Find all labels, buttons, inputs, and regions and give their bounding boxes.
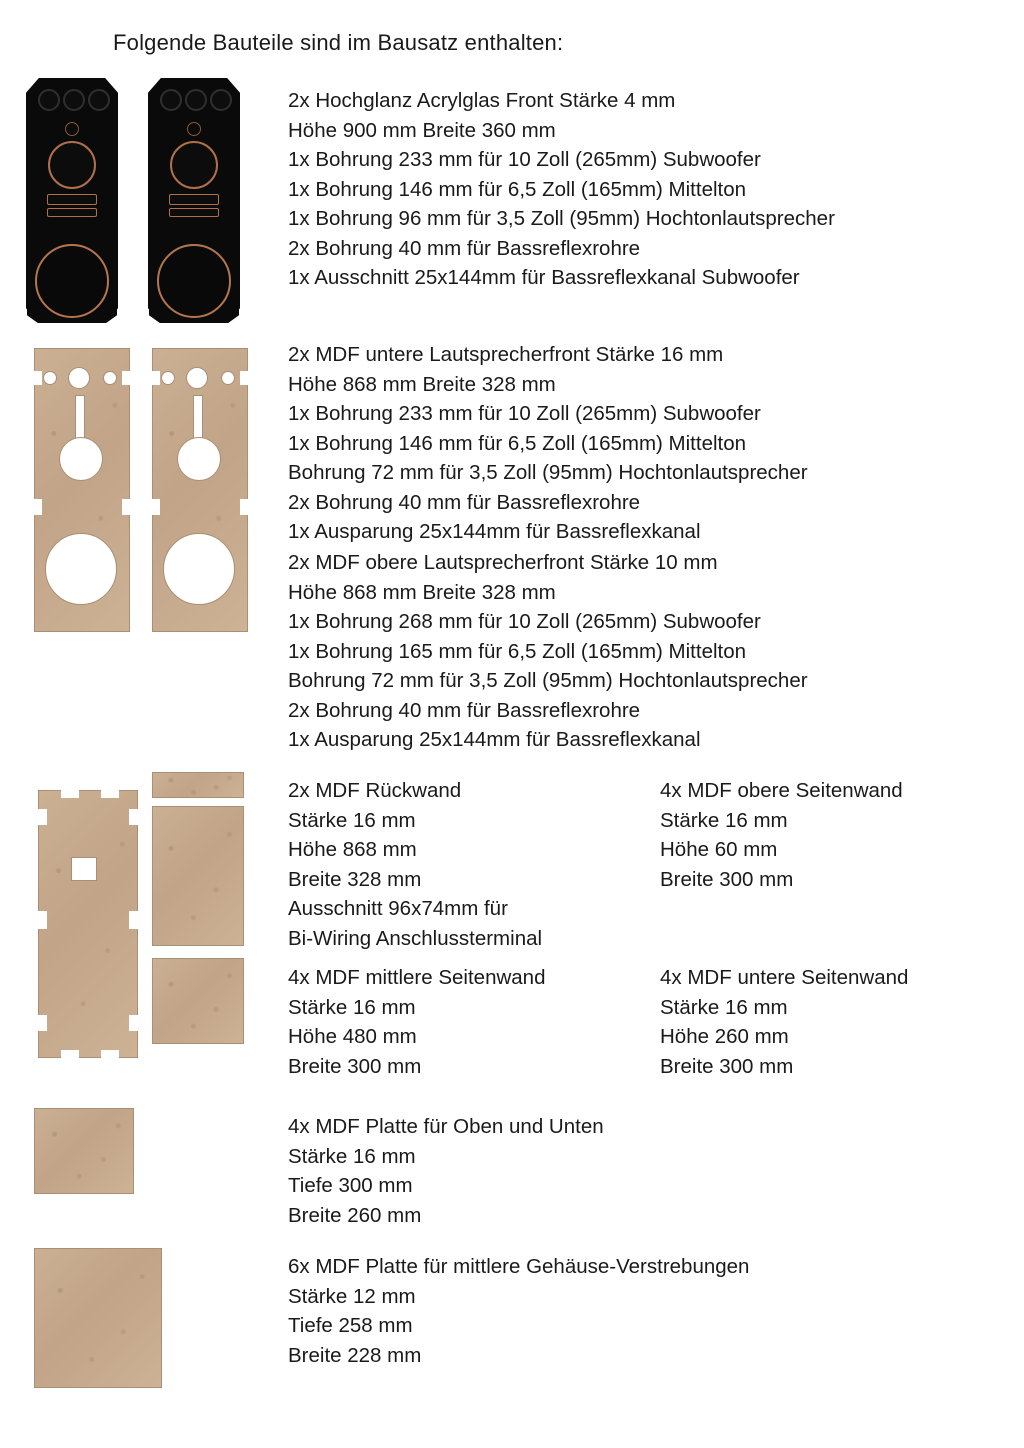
text-line: 2x Bohrung 40 mm für Bassreflexrohre (288, 490, 641, 514)
tweeter-hole-icon (186, 367, 208, 389)
text-line: Breite 260 mm (288, 1203, 422, 1227)
text-line: Stärke 16 mm (288, 1144, 416, 1168)
edge-notch (101, 1050, 119, 1058)
text-line: 2x Bohrung 40 mm für Bassreflexrohre (288, 698, 641, 722)
text-line: 2x Hochglanz Acrylglas Front Stärke 4 mm (288, 89, 676, 112)
section-mdf-untere-lautsprecherfront-text (288, 340, 808, 547)
section-mdf-platte-oben-unten-text (288, 1112, 604, 1230)
text-line: Stärke 12 mm (288, 1284, 416, 1308)
edge-notch (122, 371, 130, 385)
midrange-hole-icon (59, 437, 103, 481)
text-line: Bohrung 72 mm für 3,5 Zoll (95mm) Hochtonlautsprecher (288, 461, 808, 484)
midrange-hole-icon (170, 141, 218, 189)
text-line: 4x MDF untere Seitenwand (660, 966, 909, 989)
subwoofer-hole-icon (163, 533, 235, 605)
text-line: Stärke 16 mm (288, 995, 416, 1019)
edge-notch (129, 911, 138, 929)
subwoofer-hole-icon (35, 244, 109, 318)
edge-notch (38, 1015, 47, 1031)
subwoofer-hole-icon (157, 244, 231, 318)
tweeter-hole-icon (63, 89, 85, 111)
edge-notch (152, 371, 160, 385)
text-line: 2x MDF untere Lautsprecherfront Stärke 16 mm (288, 343, 724, 366)
mdf-rueckwand-illustration (38, 790, 138, 1058)
edge-notch (129, 809, 138, 825)
text-line: 1x Ausparung 25x144mm für Bassreflexkanal (288, 728, 701, 751)
text-line: Höhe 260 mm (660, 1025, 789, 1048)
edge-notch (101, 790, 119, 798)
text-line: Stärke 16 mm (288, 808, 416, 832)
text-line: Höhe 868 mm Breite 328 mm (288, 372, 556, 396)
section-mdf-obere-lautsprecherfront-text (288, 548, 808, 755)
text-line: 4x MDF Platte für Oben und Unten (288, 1115, 604, 1138)
text-line: Höhe 60 mm (660, 838, 778, 861)
bassreflex-hole-icon (161, 371, 175, 385)
subwoofer-hole-icon (45, 533, 117, 605)
text-line: 1x Bohrung 146 mm für 6,5 Zoll (165mm) Mittelton (288, 431, 747, 455)
bassreflex-slot-icon (169, 194, 219, 205)
text-line: 2x Bohrung 40 mm für Bassreflexrohre (288, 236, 641, 260)
section-mdf-rueckwand-text (288, 776, 542, 953)
mdf-front-panel-left (34, 348, 130, 632)
text-line: Stärke 16 mm (660, 808, 788, 832)
text-line: Höhe 480 mm (288, 1025, 417, 1048)
text-line: 1x Bohrung 233 mm für 10 Zoll (265mm) Subwoofer (288, 148, 761, 171)
logo-badge-icon (187, 122, 201, 136)
mdf-mittlere-seitenwand-illustration (152, 806, 244, 946)
midrange-hole-icon (48, 141, 96, 189)
text-line: Breite 328 mm (288, 867, 422, 891)
text-line: 1x Ausschnitt 25x144mm für Bassreflexkanal Subwoofer (288, 266, 800, 289)
page-title: Folgende Bauteile sind im Bausatz enthalten: (113, 30, 564, 55)
text-line: 1x Bohrung 268 mm für 10 Zoll (265mm) Subwoofer (288, 610, 761, 633)
text-line: Höhe 900 mm Breite 360 mm (288, 118, 556, 142)
edge-notch (240, 371, 248, 385)
text-line: 4x MDF mittlere Seitenwand (288, 966, 546, 989)
edge-notch (122, 499, 130, 515)
mdf-untere-seitenwand-illustration (152, 958, 244, 1044)
text-line: Bohrung 72 mm für 3,5 Zoll (95mm) Hochtonlautsprecher (288, 669, 808, 692)
text-line: Breite 300 mm (288, 1054, 422, 1078)
bassreflex-slot-icon (47, 208, 97, 217)
tweeter-hole-icon (160, 89, 182, 111)
text-line: Höhe 868 mm (288, 838, 417, 861)
text-line: Stärke 16 mm (660, 995, 788, 1019)
acrylic-front-illustration-right (148, 78, 240, 323)
text-line: Breite 228 mm (288, 1343, 422, 1367)
tweeter-hole-icon (68, 367, 90, 389)
bassreflex-hole-icon (43, 371, 57, 385)
bassreflex-hole-icon (221, 371, 235, 385)
edge-notch (34, 499, 42, 515)
text-line: 1x Bohrung 96 mm für 3,5 Zoll (95mm) Hochtonlautsprecher (288, 207, 835, 230)
edge-notch (38, 911, 47, 929)
bassreflex-slot-icon (169, 208, 219, 217)
text-line: Breite 300 mm (660, 867, 794, 891)
section-mdf-platte-verstrebungen-text (288, 1252, 749, 1370)
midrange-hole-icon (177, 437, 221, 481)
text-line: 2x MDF Rückwand (288, 779, 462, 802)
tweeter-hole-icon (185, 89, 207, 111)
edge-notch (38, 809, 47, 825)
text-line: 1x Bohrung 233 mm für 10 Zoll (265mm) Subwoofer (288, 402, 761, 425)
acrylic-front-illustration-left (26, 78, 118, 323)
tweeter-hole-icon (88, 89, 110, 111)
text-line: 6x MDF Platte für mittlere Gehäuse-Verstrebungen (288, 1255, 750, 1278)
edge-notch (34, 371, 42, 385)
text-line: 2x MDF obere Lautsprecherfront Stärke 10 mm (288, 551, 718, 574)
text-line: 1x Ausparung 25x144mm für Bassreflexkanal (288, 520, 701, 543)
section-acrylglas-front-text (288, 86, 835, 293)
mdf-platte-oben-unten-illustration (34, 1108, 134, 1194)
text-line: Ausschnitt 96x74mm für (288, 897, 508, 920)
bassreflex-hole-icon (103, 371, 117, 385)
text-line: Tiefe 258 mm (288, 1314, 413, 1337)
text-line: 4x MDF obere Seitenwand (660, 779, 903, 802)
section-mdf-mittlere-seitenwand-text (288, 963, 545, 1081)
edge-notch (61, 790, 79, 798)
text-line: 1x Bohrung 146 mm für 6,5 Zoll (165mm) Mittelton (288, 177, 747, 201)
tweeter-hole-icon (210, 89, 232, 111)
tweeter-hole-icon (38, 89, 60, 111)
mdf-platte-verstrebungen-illustration (34, 1248, 162, 1388)
section-mdf-obere-seitenwand-text (660, 776, 903, 894)
section-mdf-untere-seitenwand-text (660, 963, 908, 1081)
text-line: Tiefe 300 mm (288, 1174, 413, 1197)
edge-notch (129, 1015, 138, 1031)
bassreflex-slot-icon (47, 194, 97, 205)
edge-notch (152, 499, 160, 515)
mdf-obere-seitenwand-illustration (152, 772, 244, 798)
text-line: 1x Bohrung 165 mm für 6,5 Zoll (165mm) Mittelton (288, 639, 747, 663)
bi-wiring-terminal-cutout (71, 857, 97, 881)
text-line: Bi-Wiring Anschlussterminal (288, 926, 543, 950)
edge-notch (240, 499, 248, 515)
edge-notch (61, 1050, 79, 1058)
text-line: Höhe 868 mm Breite 328 mm (288, 580, 556, 604)
mdf-front-panel-right (152, 348, 248, 632)
text-line: Breite 300 mm (660, 1054, 794, 1078)
logo-badge-icon (65, 122, 79, 136)
